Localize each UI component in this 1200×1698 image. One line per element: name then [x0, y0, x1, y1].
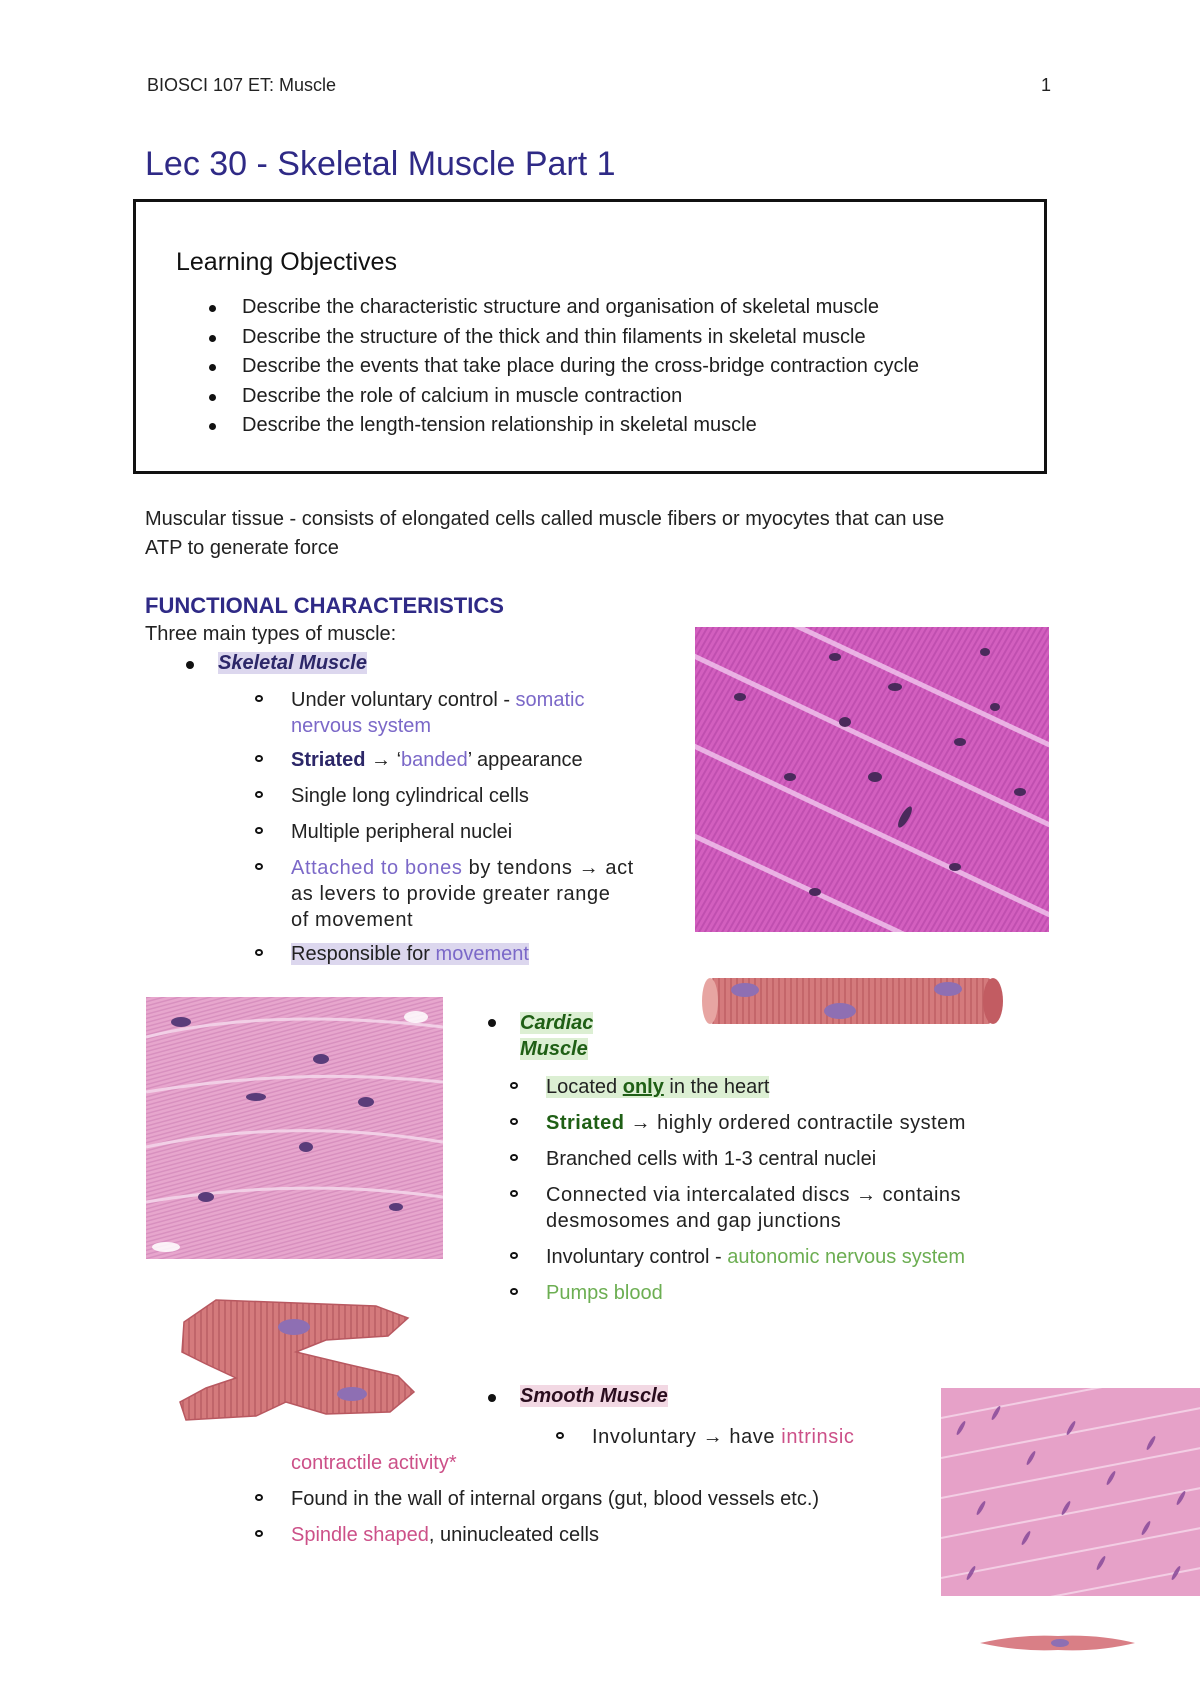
cardiac-muscle-heading: Cardiac Muscle [520, 1010, 593, 1062]
sub-bullet-icon [510, 1288, 518, 1295]
cardiac-point-2: Striated → highly ordered contractile system [546, 1110, 966, 1136]
sub-bullet-icon [556, 1432, 564, 1439]
section-subheading: Three main types of muscle: [145, 623, 397, 645]
learning-objectives-heading: Learning Objectives [176, 248, 397, 276]
sub-bullet-icon [510, 1082, 518, 1089]
spindle-cell-illustration [980, 1632, 1135, 1654]
skeletal-point-5: Attached to bones by tendons → act as levers to provide greater range of movement [291, 855, 634, 933]
sub-bullet-icon [255, 827, 263, 834]
sub-bullet-icon [255, 755, 263, 762]
skeletal-point-2: Striated → ‘banded’ appearance [291, 747, 583, 773]
skeletal-point-4: Multiple peripheral nuclei [291, 819, 512, 845]
sub-bullet-icon [510, 1154, 518, 1161]
learning-objectives-list [204, 293, 919, 441]
bullet-icon [186, 661, 194, 669]
branched-cardiac-cells-illustration [176, 1292, 421, 1429]
skeletal-point-6: Responsible for movement [291, 941, 529, 967]
objective-item: Describe the characteristic structure and organisation of skeletal muscle [204, 293, 919, 323]
cardiac-point-5: Involuntary control - autonomic nervous system [546, 1244, 965, 1270]
sub-bullet-icon [255, 1494, 263, 1501]
objective-item: Describe the length-tension relationship in skeletal muscle [204, 411, 919, 441]
skeletal-point-1: Under voluntary control - somatic nervous system [291, 687, 584, 739]
sub-bullet-icon [255, 863, 263, 870]
sub-bullet-icon [255, 949, 263, 956]
sub-bullet-icon [255, 791, 263, 798]
sub-bullet-icon [510, 1118, 518, 1125]
cardiac-point-6: Pumps blood [546, 1280, 663, 1306]
cardiac-point-3: Branched cells with 1-3 central nuclei [546, 1146, 876, 1172]
intro-line-2: ATP to generate force [145, 537, 339, 559]
sub-bullet-icon [510, 1190, 518, 1197]
sub-bullet-icon [255, 695, 263, 702]
skeletal-point-3: Single long cylindrical cells [291, 783, 529, 809]
cardiac-cell-illustration [700, 972, 1005, 1030]
cardiac-point-4: Connected via intercalated discs → contains desmosomes and gap junctions [546, 1182, 961, 1234]
cardiac-muscle-micrograph [146, 997, 443, 1259]
sub-bullet-icon [510, 1252, 518, 1259]
cardiac-muscle-title: Cardiac [520, 1012, 594, 1034]
smooth-muscle-heading [520, 1385, 668, 1408]
objective-item: Describe the structure of the thick and thin filaments in skeletal muscle [204, 323, 919, 353]
running-header: BIOSCI 107 ET: Muscle [147, 75, 337, 95]
bullet-icon [488, 1019, 496, 1027]
bullet-icon [488, 1394, 496, 1402]
smooth-point-1: Involuntary → have intrinsic [592, 1424, 854, 1450]
smooth-point-1-continued: contractile activity* [291, 1452, 457, 1474]
objective-item: Describe the events that take place during the cross-bridge contraction cycle [204, 352, 919, 382]
section-heading: FUNCTIONAL CHARACTERISTICS [145, 593, 504, 618]
smooth-muscle-title: Smooth Muscle [520, 1385, 668, 1407]
skeletal-muscle-title: Skeletal Muscle [218, 652, 367, 674]
page-title: Lec 30 - Skeletal Muscle Part 1 [145, 145, 616, 183]
sub-bullet-icon [255, 1530, 263, 1537]
learning-objectives-box [133, 199, 1047, 474]
objective-item: Describe the role of calcium in muscle contraction [204, 382, 919, 412]
smooth-point-2: Found in the wall of internal organs (gut, blood vessels etc.) [291, 1486, 819, 1512]
page-number: 1 [1041, 75, 1052, 95]
smooth-muscle-micrograph [941, 1388, 1200, 1596]
cardiac-point-1: Located only in the heart [546, 1074, 769, 1100]
skeletal-muscle-micrograph [695, 627, 1049, 932]
smooth-point-3: Spindle shaped, uninucleated cells [291, 1522, 599, 1548]
skeletal-muscle-heading [218, 652, 367, 675]
intro-line-1: Muscular tissue - consists of elongated cells called muscle fibers or myocytes that can use [145, 508, 945, 530]
